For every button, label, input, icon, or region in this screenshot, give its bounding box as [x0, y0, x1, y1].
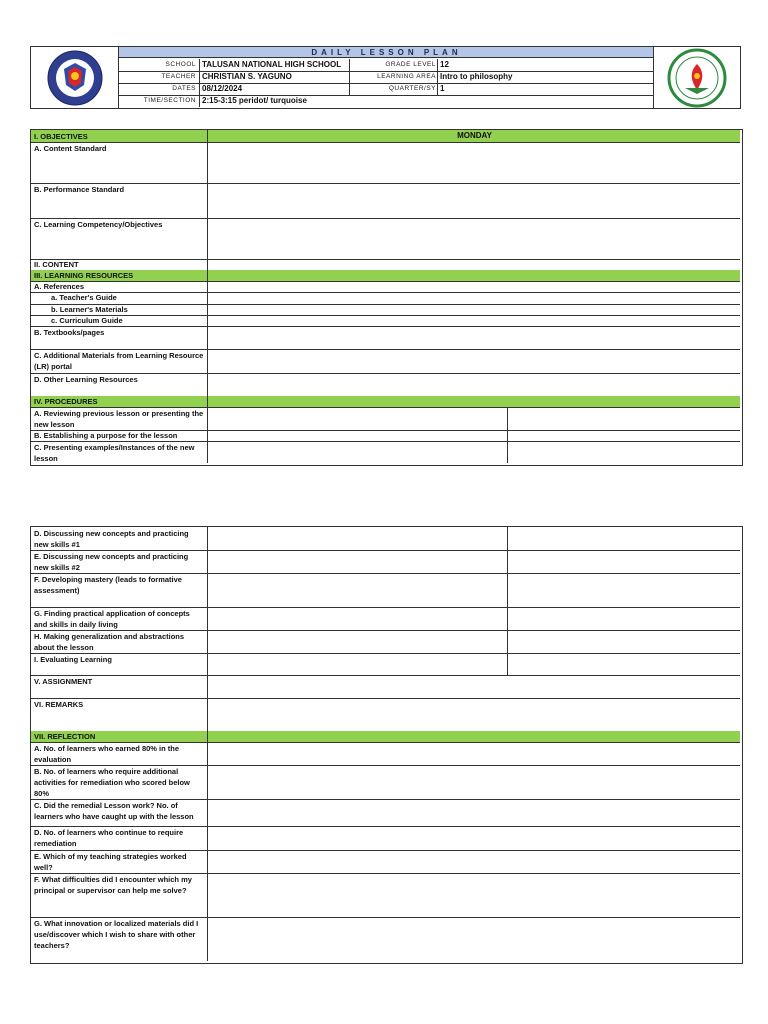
row-label: VII. REFLECTION — [31, 731, 208, 742]
table-row — [31, 142, 740, 184]
table-row — [31, 373, 740, 397]
dates-value: 08/12/2024 — [199, 83, 352, 95]
row-label: C. Did the remedial Lesson work? No. of learners who have caught up with the lesson — [31, 799, 208, 826]
table-row — [31, 183, 740, 219]
row-label: b. Learner's Materials — [31, 304, 208, 315]
row-label: G. Finding practical application of concepts and skills in daily living — [31, 607, 208, 630]
row-label: A. Content Standard — [31, 142, 208, 183]
lesson-plan-header — [30, 46, 741, 109]
dates-label: DATES — [172, 85, 196, 92]
table-row — [31, 917, 740, 961]
second-column-cell — [507, 430, 508, 441]
row-label: D. Discussing new concepts and practicing new skills #1 — [31, 527, 208, 550]
header-info — [119, 47, 654, 108]
table-row — [31, 326, 740, 350]
school-label: SCHOOL — [165, 61, 196, 68]
grade-level-label: GRADE LEVEL — [349, 59, 436, 71]
row-label: B. No. of learners who require additional activities for remediation who scored below 80% — [31, 765, 208, 799]
learning-area-value: Intro to philosophy — [437, 71, 657, 83]
row-label: B. Textbooks/pages — [31, 326, 208, 349]
table-row — [31, 527, 740, 551]
table-row — [31, 218, 740, 260]
learning-area-label: LEARNING AREA — [349, 71, 436, 83]
row-label: F. What difficulties did I encounter which my principal or supervisor can help me solve? — [31, 873, 208, 917]
row-label: B. Performance Standard — [31, 183, 208, 218]
lesson-table-part-1 — [30, 129, 743, 466]
table-row — [31, 799, 740, 827]
school-value: TALUSAN NATIONAL HIGH SCHOOL — [199, 59, 352, 71]
table-row — [31, 550, 740, 574]
row-label: G. What innovation or localized materials did I use/discover which I wish to share with other teachers? — [31, 917, 208, 961]
row-label: E. Which of my teaching strategies worked well? — [31, 850, 208, 873]
teacher-value: CHRISTIAN S. YAGUNO — [199, 71, 352, 83]
second-column-cell — [507, 573, 508, 607]
table-row — [31, 630, 740, 654]
second-column-cell — [507, 653, 508, 675]
teacher-label: TEACHER — [161, 73, 196, 80]
table-row — [31, 826, 740, 851]
row-label: D. No. of learners who continue to require remediation — [31, 826, 208, 850]
row-label: a. Teacher's Guide — [31, 292, 208, 304]
table-row — [31, 349, 740, 374]
row-label: II. CONTENT — [31, 259, 208, 270]
day-header-monday: MONDAY — [457, 131, 492, 140]
row-label: V. ASSIGNMENT — [31, 675, 208, 698]
header-row-time — [119, 95, 654, 108]
time-section-value: 2:15-3:15 peridot/ turquoise — [199, 95, 657, 107]
row-label: c. Curriculum Guide — [31, 315, 208, 326]
row-label: E. Discussing new concepts and practicing new skills #2 — [31, 550, 208, 573]
row-label: A. No. of learners who earned 80% in the evaluation — [31, 742, 208, 765]
table-row — [31, 441, 740, 463]
department-of-education-logo-icon — [653, 47, 740, 108]
table-row — [31, 407, 740, 431]
table-row — [31, 850, 740, 874]
page-title: DAILY LESSON PLAN — [119, 47, 654, 58]
second-column-cell — [507, 407, 508, 430]
table-row — [31, 873, 740, 918]
quarter-label: QUARTER/SY — [349, 83, 436, 95]
row-label: I. Evaluating Learning — [31, 653, 208, 675]
row-label: C. Learning Competency/Objectives — [31, 218, 208, 259]
time-section-label: TIME/SECTION — [143, 97, 196, 104]
second-column-cell — [507, 550, 508, 573]
deped-seal-icon — [31, 47, 119, 108]
table-row — [31, 653, 740, 676]
second-column-cell — [507, 441, 508, 463]
row-label: IV. PROCEDURES — [31, 396, 208, 407]
table-row — [31, 698, 740, 732]
second-column-cell — [507, 630, 508, 653]
quarter-value: 1 — [437, 83, 657, 95]
grade-level-value: 12 — [437, 59, 657, 71]
table-row — [31, 765, 740, 800]
row-label: III. LEARNING RESOURCES — [31, 270, 208, 281]
row-label: D. Other Learning Resources — [31, 373, 208, 396]
row-label: B. Establishing a purpose for the lesson — [31, 430, 208, 441]
row-label: F. Developing mastery (leads to formative assessment) — [31, 573, 208, 607]
table-row — [31, 573, 740, 608]
row-label: A. Reviewing previous lesson or presenting the new lesson — [31, 407, 208, 430]
row-label: C. Additional Materials from Learning Resource (LR) portal — [31, 349, 208, 373]
table-row — [31, 675, 740, 699]
row-label: C. Presenting examples/Instances of the new lesson — [31, 441, 208, 463]
table-row — [31, 742, 740, 766]
second-column-cell — [507, 607, 508, 630]
row-label: I. OBJECTIVES — [31, 130, 208, 142]
row-label: H. Making generalization and abstractions about the lesson — [31, 630, 208, 653]
table-row — [31, 607, 740, 631]
second-column-cell — [507, 527, 508, 550]
lesson-table-part-2 — [30, 526, 743, 964]
row-label: VI. REMARKS — [31, 698, 208, 731]
row-label: A. References — [31, 281, 208, 292]
